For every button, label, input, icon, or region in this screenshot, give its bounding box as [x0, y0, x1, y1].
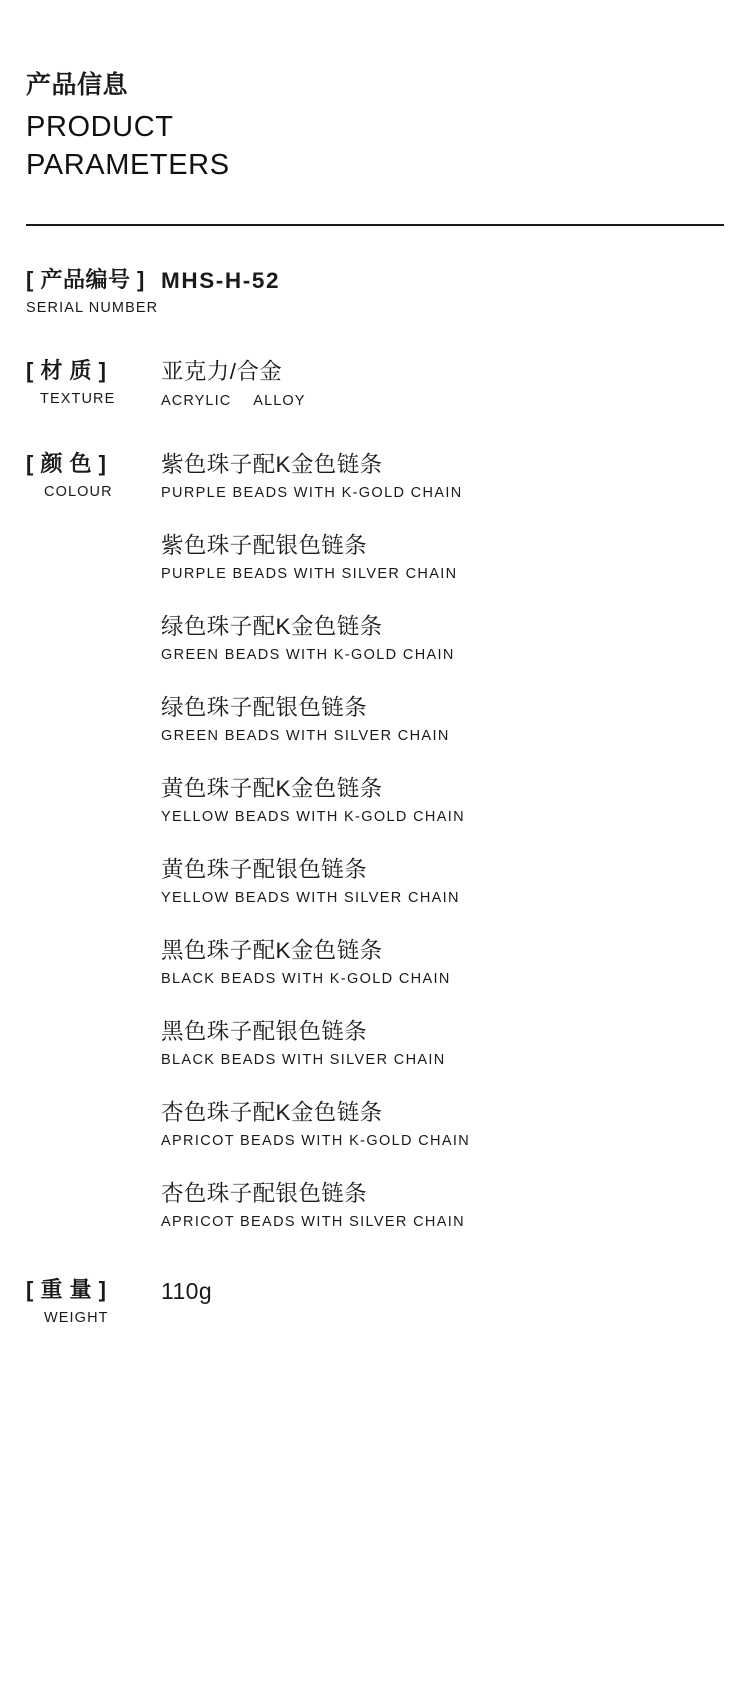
colour-option-en: APRICOT BEADS WITH SILVER CHAIN	[161, 1214, 465, 1231]
spec-label-texture	[26, 357, 161, 408]
texture-value-en	[161, 392, 724, 411]
colour-option-cn: 杏色珠子配银色链条	[161, 1181, 368, 1207]
colour-option-cn: 黄色珠子配K金色链条	[161, 776, 383, 802]
serial-number-value: MHS-H-52	[161, 268, 281, 294]
spec-label-en-weight: WEIGHT	[44, 1309, 109, 1326]
colour-option-en: GREEN BEADS WITH SILVER CHAIN	[161, 728, 450, 745]
colour-option-cn: 黑色珠子配K金色链条	[161, 938, 383, 964]
colour-option-en: GREEN BEADS WITH K-GOLD CHAIN	[161, 647, 455, 664]
colour-option-cn: 杏色珠子配K金色链条	[161, 1100, 383, 1126]
list-item	[161, 532, 724, 584]
spec-row-texture	[26, 357, 724, 410]
colour-option-cn: 黑色珠子配银色链条	[161, 1019, 368, 1045]
colour-option-cn: 黄色珠子配银色链条	[161, 857, 368, 883]
weight-value: 110g	[161, 1278, 213, 1305]
page-title-en-line2: PARAMETERS	[26, 148, 230, 181]
colour-option-cn: 紫色珠子配K金色链条	[161, 452, 383, 478]
list-item	[161, 775, 724, 827]
list-item	[161, 613, 724, 665]
list-item	[161, 1180, 724, 1232]
colour-option-en: PURPLE BEADS WITH SILVER CHAIN	[161, 566, 458, 583]
texture-value-en-acrylic: ACRYLIC	[161, 392, 232, 409]
spec-label-weight	[26, 1276, 161, 1327]
page-header	[0, 0, 750, 184]
texture-value-cn: 亚克力/合金	[161, 359, 283, 385]
colour-option-en: YELLOW BEADS WITH K-GOLD CHAIN	[161, 809, 465, 826]
colour-option-cn: 绿色珠子配K金色链条	[161, 614, 383, 640]
spec-value-serial-number	[161, 266, 724, 295]
spec-label-en-texture: TEXTURE	[40, 390, 116, 407]
colour-option-en: BLACK BEADS WITH SILVER CHAIN	[161, 1052, 446, 1069]
colour-option-en: YELLOW BEADS WITH SILVER CHAIN	[161, 890, 460, 907]
list-item	[161, 694, 724, 746]
colour-option-en: PURPLE BEADS WITH K-GOLD CHAIN	[161, 485, 463, 502]
spec-value-weight	[161, 1276, 724, 1306]
spec-label-cn-colour: [ 颜 色 ]	[26, 451, 107, 477]
colour-option-en: BLACK BEADS WITH K-GOLD CHAIN	[161, 971, 451, 988]
list-item	[161, 937, 724, 989]
spec-row-serial-number	[26, 266, 724, 317]
spec-label-cn-texture: [ 材 质 ]	[26, 358, 107, 384]
spec-row-colour	[26, 450, 724, 1232]
spec-label-colour	[26, 450, 161, 501]
list-item	[161, 1018, 724, 1070]
spec-value-texture	[161, 357, 724, 410]
spec-row-weight	[26, 1276, 724, 1327]
colour-option-list	[161, 450, 724, 1232]
spec-label-cn-weight: [ 重 量 ]	[26, 1277, 107, 1303]
colour-option-cn: 绿色珠子配银色链条	[161, 695, 368, 721]
page-title-cn: 产品信息	[26, 71, 129, 99]
texture-value-en-alloy: ALLOY	[253, 392, 306, 409]
spec-list	[0, 226, 750, 1327]
spec-label-cn-serial-number: [ 产品编号 ]	[26, 267, 145, 293]
colour-option-cn: 紫色珠子配银色链条	[161, 533, 368, 559]
spec-label-en-serial-number: SERIAL NUMBER	[26, 299, 159, 316]
list-item	[161, 451, 724, 503]
list-item	[161, 1099, 724, 1151]
spec-label-en-colour: COLOUR	[44, 483, 113, 500]
colour-option-en: APRICOT BEADS WITH K-GOLD CHAIN	[161, 1133, 471, 1150]
page-title-en-line1: PRODUCT	[26, 110, 174, 143]
list-item	[161, 856, 724, 908]
spec-label-serial-number	[26, 266, 161, 317]
